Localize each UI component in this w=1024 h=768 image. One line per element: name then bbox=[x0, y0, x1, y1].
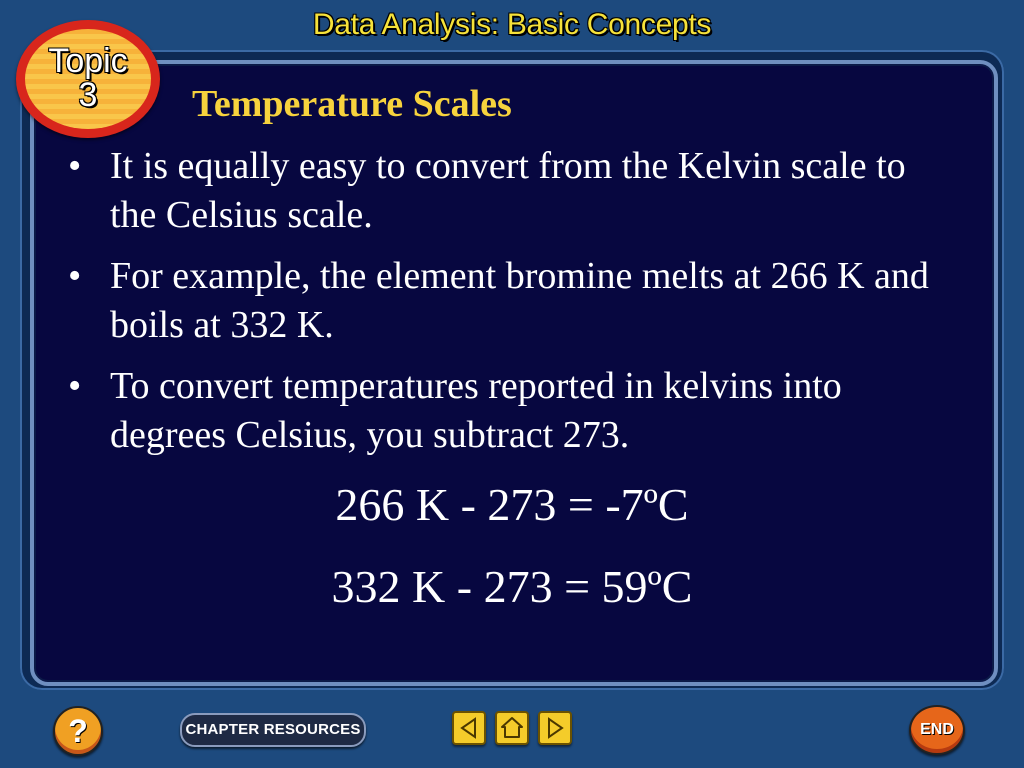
topic-badge-text bbox=[16, 44, 160, 112]
chapter-resources-button[interactable]: CHAPTER RESOURCES bbox=[180, 713, 366, 747]
home-icon bbox=[497, 713, 527, 743]
bullet-marker: • bbox=[68, 145, 82, 187]
home-button[interactable] bbox=[495, 711, 529, 745]
bullet-marker: • bbox=[68, 365, 82, 407]
topic-badge bbox=[16, 20, 160, 138]
bullet-text: For example, the element bromine melts at 266 K and boils at 332 K. bbox=[110, 255, 929, 346]
bullet-item bbox=[68, 142, 948, 240]
arrow-right-icon bbox=[540, 713, 570, 743]
slide-title: Temperature Scales bbox=[192, 83, 512, 125]
end-button[interactable]: END bbox=[909, 705, 965, 755]
equation-melting: 266 K - 273 = -7ºC bbox=[335, 479, 689, 530]
topic-number: 3 bbox=[78, 76, 98, 114]
topic-label: Topic bbox=[48, 42, 128, 80]
bullet-text: To convert temperatures reported in kelvins into degrees Celsius, you subtract 273. bbox=[110, 365, 842, 456]
bullet-item bbox=[68, 252, 948, 350]
bullet-item bbox=[68, 362, 948, 460]
arrow-left-icon bbox=[454, 713, 484, 743]
next-button[interactable] bbox=[538, 711, 572, 745]
bullet-list bbox=[68, 142, 948, 472]
equation-boiling: 332 K - 273 = 59ºC bbox=[331, 561, 693, 612]
help-button[interactable]: ? bbox=[53, 706, 103, 756]
previous-button[interactable] bbox=[452, 711, 486, 745]
bullet-marker: • bbox=[68, 255, 82, 297]
header-title: Data Analysis: Basic Concepts bbox=[312, 8, 712, 41]
bullet-text: It is equally easy to convert from the Kelvin scale to the Celsius scale. bbox=[110, 145, 906, 236]
